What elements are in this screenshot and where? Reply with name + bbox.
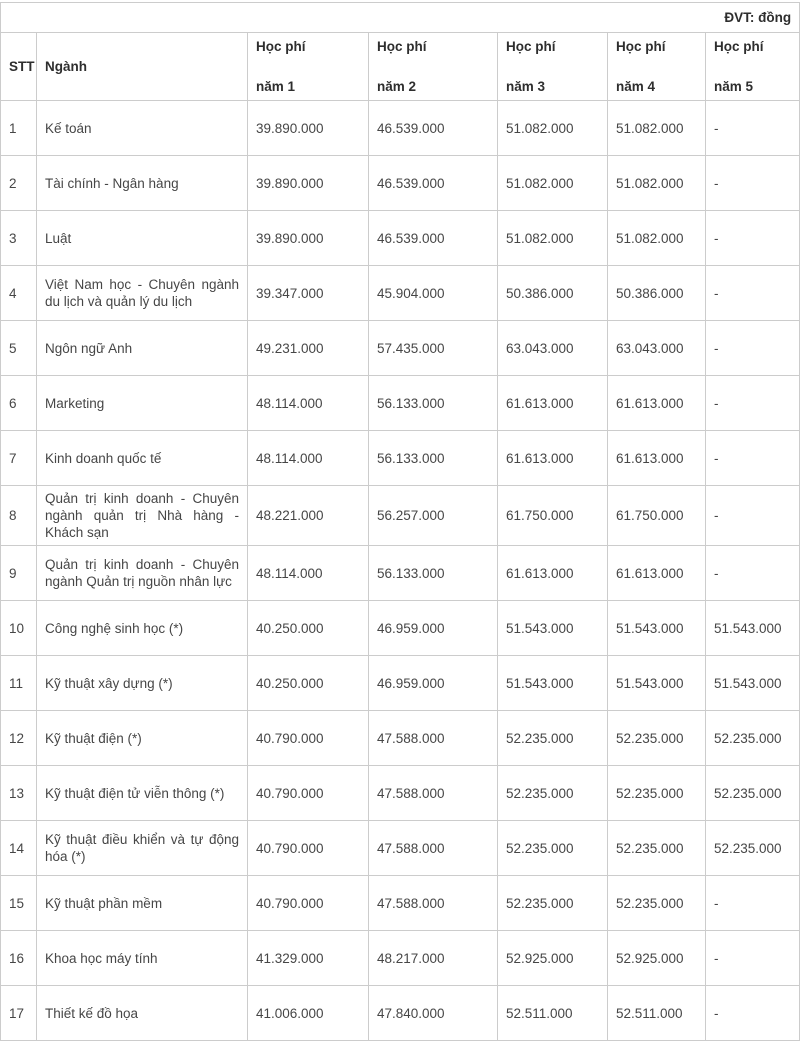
table-row	[1, 656, 800, 711]
major-cell: Tài chính - Ngân hàng	[37, 156, 248, 211]
fee-year5-cell: -	[706, 156, 800, 211]
fee-year1-cell: 39.890.000	[248, 156, 369, 211]
fee-year2-cell: 48.217.000	[369, 931, 498, 986]
fee-year1-cell: 40.250.000	[248, 601, 369, 656]
fee-year1-cell: 40.790.000	[248, 821, 369, 876]
fee-year2-cell: 56.133.000	[369, 431, 498, 486]
fee-year4-cell: 52.235.000	[608, 711, 706, 766]
header-year-label: năm 3	[506, 79, 546, 94]
major-cell: Quản trị kinh doanh - Chuyên ngành quản trị Nhà hàng - Khách sạn	[37, 486, 248, 546]
fee-year3-cell: 61.613.000	[498, 376, 608, 431]
header-year-label: năm 4	[616, 79, 656, 94]
fee-year1-cell: 40.790.000	[248, 711, 369, 766]
fee-year3-cell: 51.543.000	[498, 601, 608, 656]
major-cell: Luật	[37, 211, 248, 266]
fee-year4-cell: 61.613.000	[608, 376, 706, 431]
row-number-cell: 11	[1, 656, 37, 711]
fee-year1-cell: 39.347.000	[248, 266, 369, 321]
table-row	[1, 821, 800, 876]
fee-year2-cell: 46.539.000	[369, 156, 498, 211]
fee-year2-cell: 56.133.000	[369, 546, 498, 601]
table-row	[1, 101, 800, 156]
fee-year4-cell: 61.750.000	[608, 486, 706, 546]
header-fee-label: Học phí	[377, 39, 427, 54]
table-row	[1, 431, 800, 486]
table-row	[1, 486, 800, 546]
fee-year2-cell: 56.133.000	[369, 376, 498, 431]
header-fee-label: Học phí	[714, 39, 764, 54]
table-row	[1, 766, 800, 821]
table-row	[1, 986, 800, 1041]
fee-year2-cell: 45.904.000	[369, 266, 498, 321]
header-year-label: năm 2	[377, 79, 417, 94]
table-row	[1, 601, 800, 656]
major-cell: Kỹ thuật xây dựng (*)	[37, 656, 248, 711]
fee-year4-cell: 63.043.000	[608, 321, 706, 376]
fee-year1-cell: 40.790.000	[248, 766, 369, 821]
row-number-cell: 10	[1, 601, 37, 656]
fee-year4-cell: 52.235.000	[608, 821, 706, 876]
fee-year2-cell: 56.257.000	[369, 486, 498, 546]
major-cell: Kinh doanh quốc tế	[37, 431, 248, 486]
major-cell: Kỹ thuật điện tử viễn thông (*)	[37, 766, 248, 821]
header-fee-label: Học phí	[256, 39, 306, 54]
fee-year1-cell: 48.114.000	[248, 546, 369, 601]
header-fee-year-3	[498, 33, 608, 101]
fee-year3-cell: 51.543.000	[498, 656, 608, 711]
fee-year3-cell: 50.386.000	[498, 266, 608, 321]
fee-year4-cell: 52.925.000	[608, 931, 706, 986]
table-row	[1, 931, 800, 986]
fee-year3-cell: 51.082.000	[498, 101, 608, 156]
table-row	[1, 156, 800, 211]
fee-year5-cell: -	[706, 486, 800, 546]
fee-year1-cell: 39.890.000	[248, 101, 369, 156]
fee-year1-cell: 48.114.000	[248, 431, 369, 486]
fee-year4-cell: 52.511.000	[608, 986, 706, 1041]
fee-year5-cell: -	[706, 876, 800, 931]
row-number-cell: 6	[1, 376, 37, 431]
header-year-label: năm 5	[714, 79, 754, 94]
major-cell: Việt Nam học - Chuyên ngành du lịch và quản lý du lịch	[37, 266, 248, 321]
fee-year2-cell: 46.959.000	[369, 601, 498, 656]
fee-year4-cell: 51.543.000	[608, 656, 706, 711]
fee-year1-cell: 48.114.000	[248, 376, 369, 431]
row-number-cell: 1	[1, 101, 37, 156]
table-row	[1, 376, 800, 431]
row-number-cell: 3	[1, 211, 37, 266]
major-cell: Kỹ thuật điện (*)	[37, 711, 248, 766]
fee-year5-cell: 52.235.000	[706, 711, 800, 766]
row-number-cell: 2	[1, 156, 37, 211]
fee-year1-cell: 49.231.000	[248, 321, 369, 376]
header-stt: STT	[1, 33, 37, 101]
fee-year4-cell: 50.386.000	[608, 266, 706, 321]
fee-year4-cell: 61.613.000	[608, 546, 706, 601]
fee-year5-cell: -	[706, 266, 800, 321]
fee-year2-cell: 47.588.000	[369, 711, 498, 766]
fee-year5-cell: 52.235.000	[706, 821, 800, 876]
fee-year3-cell: 52.511.000	[498, 986, 608, 1041]
fee-year4-cell: 51.082.000	[608, 211, 706, 266]
fee-year5-cell: 52.235.000	[706, 766, 800, 821]
fee-year5-cell: -	[706, 321, 800, 376]
fee-year3-cell: 52.235.000	[498, 711, 608, 766]
row-number-cell: 15	[1, 876, 37, 931]
row-number-cell: 8	[1, 486, 37, 546]
fee-year3-cell: 61.613.000	[498, 431, 608, 486]
major-cell: Kế toán	[37, 101, 248, 156]
fee-year5-cell: -	[706, 376, 800, 431]
major-cell: Kỹ thuật điều khiển và tự động hóa (*)	[37, 821, 248, 876]
fee-year4-cell: 61.613.000	[608, 431, 706, 486]
fee-year1-cell: 40.790.000	[248, 876, 369, 931]
fee-year2-cell: 47.588.000	[369, 766, 498, 821]
fee-year3-cell: 52.235.000	[498, 876, 608, 931]
fee-year2-cell: 57.435.000	[369, 321, 498, 376]
major-cell: Ngôn ngữ Anh	[37, 321, 248, 376]
header-fee-year-4	[608, 33, 706, 101]
header-year-label: năm 1	[256, 79, 296, 94]
row-number-cell: 14	[1, 821, 37, 876]
fee-table-body	[1, 101, 800, 1041]
row-number-cell: 7	[1, 431, 37, 486]
fee-year2-cell: 47.588.000	[369, 876, 498, 931]
major-cell: Khoa học máy tính	[37, 931, 248, 986]
unit-row	[1, 3, 800, 33]
row-number-cell: 5	[1, 321, 37, 376]
fee-year2-cell: 47.840.000	[369, 986, 498, 1041]
fee-year5-cell: -	[706, 431, 800, 486]
fee-year1-cell: 39.890.000	[248, 211, 369, 266]
header-fee-year-2	[369, 33, 498, 101]
major-cell: Kỹ thuật phần mềm	[37, 876, 248, 931]
fee-year5-cell: -	[706, 931, 800, 986]
fee-year3-cell: 52.235.000	[498, 766, 608, 821]
fee-year5-cell: -	[706, 101, 800, 156]
fee-year2-cell: 46.539.000	[369, 101, 498, 156]
major-cell: Công nghệ sinh học (*)	[37, 601, 248, 656]
header-fee-year-1	[248, 33, 369, 101]
header-fee-year-5	[706, 33, 800, 101]
table-row	[1, 711, 800, 766]
fee-year2-cell: 46.539.000	[369, 211, 498, 266]
row-number-cell: 16	[1, 931, 37, 986]
header-row	[1, 33, 800, 101]
major-cell: Quản trị kinh doanh - Chuyên ngành Quản trị nguồn nhân lực	[37, 546, 248, 601]
fee-year2-cell: 46.959.000	[369, 656, 498, 711]
major-cell: Thiết kế đồ họa	[37, 986, 248, 1041]
fee-year2-cell: 47.588.000	[369, 821, 498, 876]
header-nganh: Ngành	[37, 33, 248, 101]
row-number-cell: 13	[1, 766, 37, 821]
table-row	[1, 876, 800, 931]
unit-label: ĐVT: đồng	[1, 3, 800, 33]
fee-year4-cell: 51.543.000	[608, 601, 706, 656]
fee-year3-cell: 51.082.000	[498, 211, 608, 266]
fee-year1-cell: 41.006.000	[248, 986, 369, 1041]
fee-year1-cell: 40.250.000	[248, 656, 369, 711]
table-row	[1, 321, 800, 376]
fee-year4-cell: 52.235.000	[608, 876, 706, 931]
tuition-fee-table	[0, 2, 800, 1041]
fee-year5-cell: -	[706, 546, 800, 601]
fee-year5-cell: -	[706, 211, 800, 266]
fee-year5-cell: -	[706, 986, 800, 1041]
header-fee-label: Học phí	[506, 39, 556, 54]
fee-year4-cell: 51.082.000	[608, 156, 706, 211]
fee-year1-cell: 48.221.000	[248, 486, 369, 546]
table-row	[1, 546, 800, 601]
header-fee-label: Học phí	[616, 39, 666, 54]
major-cell: Marketing	[37, 376, 248, 431]
row-number-cell: 4	[1, 266, 37, 321]
fee-year3-cell: 51.082.000	[498, 156, 608, 211]
fee-year4-cell: 51.082.000	[608, 101, 706, 156]
fee-year4-cell: 52.235.000	[608, 766, 706, 821]
row-number-cell: 17	[1, 986, 37, 1041]
fee-year1-cell: 41.329.000	[248, 931, 369, 986]
fee-year3-cell: 63.043.000	[498, 321, 608, 376]
fee-year3-cell: 61.750.000	[498, 486, 608, 546]
table-row	[1, 211, 800, 266]
fee-year3-cell: 61.613.000	[498, 546, 608, 601]
fee-year5-cell: 51.543.000	[706, 656, 800, 711]
fee-year5-cell: 51.543.000	[706, 601, 800, 656]
row-number-cell: 9	[1, 546, 37, 601]
fee-year3-cell: 52.925.000	[498, 931, 608, 986]
row-number-cell: 12	[1, 711, 37, 766]
table-row	[1, 266, 800, 321]
fee-year3-cell: 52.235.000	[498, 821, 608, 876]
